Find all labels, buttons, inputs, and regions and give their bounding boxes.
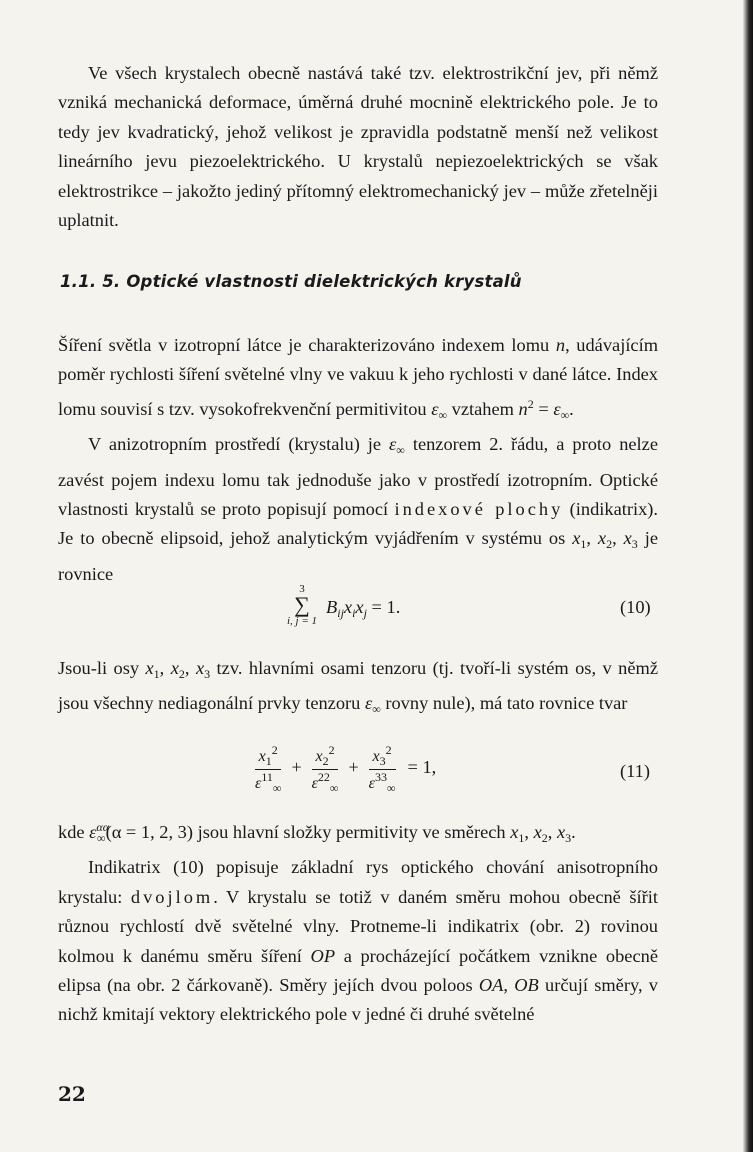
- equation-11: $\frac{x_1^2}{\varepsilon^{11}_\infty}$ + $\frac{x_2^2}{\varepsilon^{22}_\infty}$ + $\frac{x_3^2}{\varepsilon^{33}_\infty}$ = 1, (11): [255, 743, 650, 795]
- page-number: 22: [58, 1082, 86, 1106]
- sum-symbol: ∑: [294, 592, 310, 617]
- paragraph-anisotropic: V anizotropním prostředí (krystalu) je $\varepsilon_\infty$ tenzorem 2. řádu, a proto nelze zavést pojem indexu lomu tak jednoduše jako v prostředí izotropním. Optické vlastnosti krystalů se proto popisují pomocí indexové plochy (indikatrix). Je to obecně elipsoid, jehož analytickým vyjádřením v systému os $x_1$, $x_2$, $x_3$ je rovnice: [58, 434, 659, 584]
- fraction-3: $\frac{x_3^2}{\varepsilon^{33}_\infty}$: [368, 743, 396, 795]
- paragraph-electrostriction: Ve všech krystalech obecně nastává také tzv. elektrostrikční jev, při němž vzniká mechanická deformace, úměrná druhé mocnině elektrického pole. Je to tedy jev kvadratický, jehož velikost je zpravidla podstatně menší než velikost lineárního jevu piezoelektrického. U krystalů nepiezoelektrických se však elektrostrikce – jakožto jediný přítomný elektromechanický jev – může zřetelněji uplatnit.: [58, 63, 658, 231]
- equation-10-body: $B_{ij}x_ix_j = 1$.: [326, 597, 401, 620]
- paragraph-components: kde $\varepsilon^{\alpha\alpha}_\infty(\alpha = 1$, 2, 3) jsou hlavní složky permitivity ve směrech $x_1$, $x_2$, $x_3$. Indikatrix (10) popisuje základní rys optického chování anisotropního krystalu: dvojlom. V krystalu se totiž v daném směru mohou obecně šířit různou rychlostí dvě světelné vlny. Protneme-li indikatrix (obr. 2) rovinou kolmou k danému směru šíření OP a procházející počátkem vznikne obecně elipsa (na obr. 2 čárkovaně). Směry jejích dvou poloos OA, OB určují směry, v nichž kmitají vektory elektrického pole v jedné či druhé světelné: [58, 813, 658, 1030]
- fraction-2: $\frac{x_2^2}{\varepsilon^{22}_\infty}$: [311, 743, 339, 795]
- page-edge: [743, 0, 753, 1152]
- equation-10: 3 ∑ i, j = 1 $B_{ij}x_ix_j = 1$. (10): [0, 583, 753, 641]
- section-heading: 1.1. 5. Optické vlastnosti dielektrických krystalů: [60, 272, 522, 291]
- paragraph-birefringence: Indikatrix (10) popisuje základní rys optického chování anisotropního krystalu: dvojlom. V krystalu se totiž v daném směru mohou obecně šířit různou rychlostí dvě světelné vlny. Protneme-li indikatrix (obr. 2) rovinou kolmou k danému směru šíření OP a procházející počátkem vznikne obecně elipsa (na obr. 2 čárkovaně). Směry jejích dvou poloos OA, OB určují směry, v nichž kmitají vektory elektrického pole v jedné či druhé světelné: [58, 857, 658, 1025]
- paragraph-isotropic: Šíření světla v izotropní látce je charakterizováno indexem lomu n, udávajícím poměr rychlosti šíření světelné vlny ve vakuu k jeho rychlosti v dané látce. Index lomu souvisí s tzv. vysokofrekvenční permitivitou $\varepsilon_\infty$ vztahem $n^2 = \varepsilon_\infty$.: [58, 335, 659, 422]
- fraction-1: $\frac{x_1^2}{\varepsilon^{11}_\infty}$: [255, 743, 282, 795]
- equation-number-10: (10): [620, 597, 651, 617]
- equation-number-11: (11): [620, 761, 650, 781]
- paragraph-refraction: [58, 331, 658, 589]
- paragraph-principal-axes: Jsou-li osy $x_1$, $x_2$, $x_3$ tzv. hlavními osami tenzoru (tj. tvoří-li systém os, v němž jsou všechny nediagonální prvky tenzoru $\varepsilon_\infty$ rovny nule), má tato rovnice tvar: [58, 658, 658, 717]
